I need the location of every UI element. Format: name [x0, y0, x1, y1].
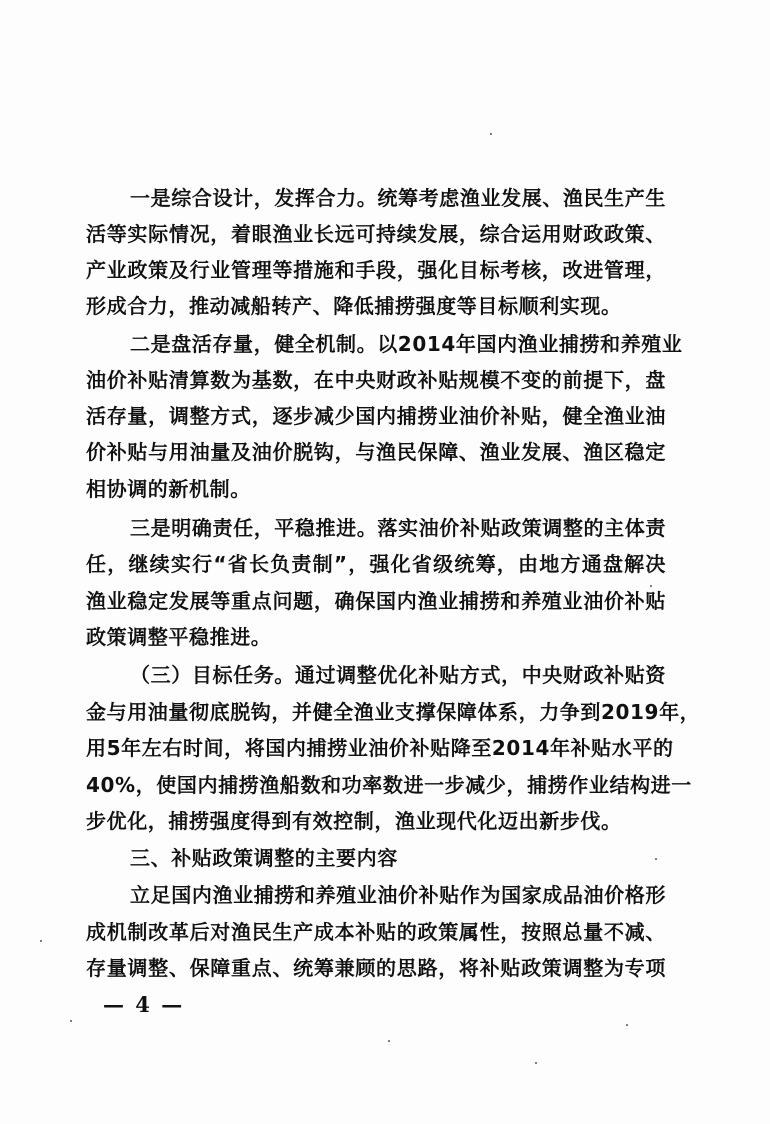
paragraph-4-line-2: 金与用油量彻底脱钩，并健全渔业支撑保障体系，力争到2019年，	[86, 700, 701, 724]
scan-speck	[70, 1020, 72, 1022]
paragraph-4-line-5: 步优化，捕捞强度得到有效控制，渔业现代化迈出新步伐。	[86, 809, 622, 833]
paragraph-1-line-1: 一是综合设计，发挥合力。统筹考虑渔业发展、渔民生产生	[130, 186, 666, 210]
paragraph-2-line-4: 价补贴与用油量及油价脱钩，与渔民保障、渔业发展、渔区稳定	[86, 440, 666, 464]
scan-speck	[655, 858, 657, 860]
paragraph-2-line-3: 活存量，调整方式，逐步减少国内捕捞业油价补贴，健全渔业油	[86, 404, 666, 428]
paragraph-1-line-3: 产业政策及行业管理等措施和手段，强化目标考核，改进管理，	[86, 258, 666, 282]
closing-paragraph-line-1: 立足国内渔业捕捞和养殖业油价补贴作为国家成品油价格形	[130, 883, 666, 907]
paragraph-2-line-5: 相协调的新机制。	[86, 477, 251, 501]
scan-speck	[388, 1040, 390, 1042]
closing-paragraph-line-3: 存量调整、保障重点、统筹兼顾的思路，将补贴政策调整为专项	[86, 956, 666, 980]
scan-speck	[650, 585, 652, 587]
paragraph-3-line-3: 渔业稳定发展等重点问题，确保国内渔业捕捞和养殖业油价补贴	[86, 589, 666, 613]
scan-speck	[535, 1062, 537, 1064]
page-number: — 4 —	[103, 992, 185, 1017]
paragraph-4-line-3: 用5年左右时间，将国内捕捞业油价补贴降至2014年补贴水平的	[86, 736, 674, 760]
paragraph-2-line-1: 二是盘活存量，健全机制。以2014年国内渔业捕捞和养殖业	[130, 332, 683, 356]
paragraph-1-line-4: 形成合力，推动减船转产、降低捕捞强度等目标顺利实现。	[86, 294, 622, 318]
closing-paragraph-line-2: 成机制改革后对渔民生产成本补贴的政策属性，按照总量不减、	[86, 920, 666, 944]
paragraph-1-line-2: 活等实际情况，着眼渔业长远可持续发展，综合运用财政政策、	[86, 222, 666, 246]
paragraph-3-line-2: 任，继续实行“省长负责制”，强化省级统筹，由地方通盘解决	[86, 552, 666, 576]
paragraph-2-line-2: 油价补贴清算数为基数，在中央财政补贴规模不变的前提下，盘	[86, 368, 666, 392]
section-heading: 三、补贴政策调整的主要内容	[130, 846, 398, 870]
paragraph-3-line-4: 政策调整平稳推进。	[86, 625, 272, 649]
scan-speck	[40, 940, 42, 942]
paragraph-3-line-1: 三是明确责任，平稳推进。落实油价补贴政策调整的主体责	[130, 516, 666, 540]
paragraph-4-line-1: （三）目标任务。通过调整优化补贴方式，中央财政补贴资	[130, 663, 666, 687]
scan-speck	[626, 1024, 628, 1026]
scan-speck	[490, 133, 492, 135]
paragraph-4-line-4: 40%，使国内捕捞渔船数和功率数进一步减少，捕捞作业结构进一	[86, 773, 692, 797]
